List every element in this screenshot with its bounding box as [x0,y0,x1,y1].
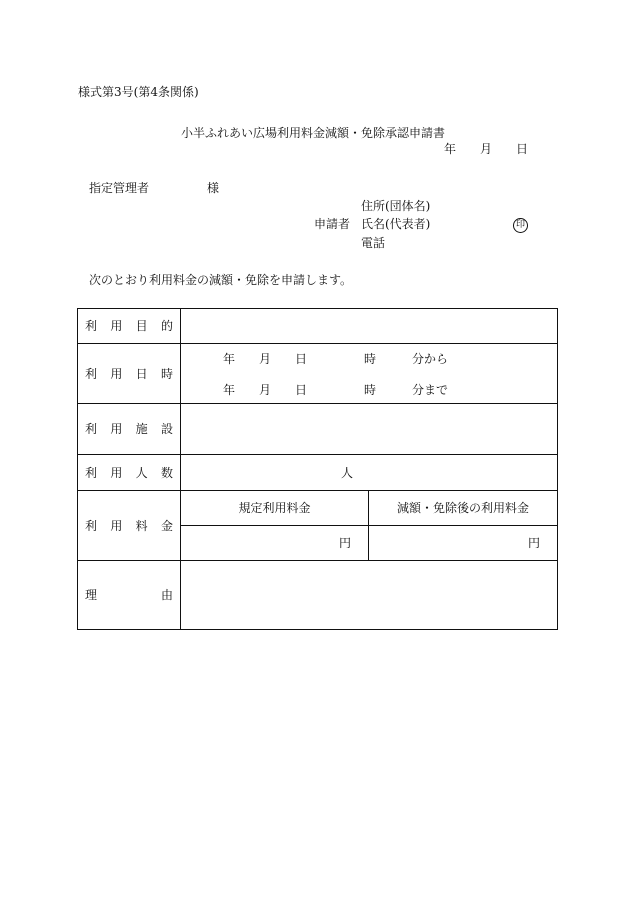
people-label-cell [78,455,181,491]
applicant-phone: 電話 [361,236,386,250]
seal-mark [513,217,528,233]
to-year: 年 [223,383,236,397]
purpose-label-char: 目 [135,319,148,333]
datetime-label-char: 利 [85,366,98,381]
fee-label-char: 金 [160,518,173,533]
reason-label-char: 由 [160,588,173,602]
reason-label-cell [78,561,181,630]
purpose-label-char: 的 [160,319,173,333]
people-label-char: 数 [160,465,173,480]
from-minute: 分から [412,352,449,366]
reason-label-char: 理 [85,588,98,602]
people-label-char: 人 [135,465,148,480]
facility-label [85,423,173,435]
applicant-address: 住所(団体名) [361,199,431,213]
datetime-label-char: 時 [160,366,173,381]
facility-label-char: 用 [110,422,123,436]
to-month: 月 [259,383,272,397]
purpose-label [85,320,173,332]
people-label-char: 用 [110,465,123,480]
intro-text: 次のとおり利用料金の減額・免除を申請します。 [89,273,353,287]
facility-label-char: 利 [85,422,98,436]
people-label-char: 利 [85,465,98,480]
row-datetime [78,344,558,404]
fee-label [85,520,173,532]
addressee-label: 指定管理者 [89,181,150,195]
people-value[interactable] [181,455,558,491]
reason-label [85,589,173,601]
fee-label-char: 用 [110,518,123,533]
fee-label-char: 料 [135,518,148,533]
application-table [77,308,558,630]
datetime-label-cell [78,344,181,404]
purpose-label-char: 用 [110,319,123,333]
row-reason [78,561,558,630]
fee-reduced-unit: 円 [527,536,540,550]
form-title: 小半ふれあい広場利用料金減額・免除承認申請書 [181,126,446,140]
facility-label-cell [78,404,181,455]
fee-reduced-header: 減額・免除後の利用料金 [369,491,558,526]
fee-standard-header: 規定利用料金 [181,491,369,526]
datetime-label [85,368,173,380]
applicant-name: 氏名(代表者) [361,217,431,231]
row-people [78,455,558,491]
facility-label-char: 施 [135,422,148,436]
from-hour: 時 [364,352,377,366]
date-year: 年 [444,142,457,156]
from-month: 月 [259,352,272,366]
purpose-label-cell [78,309,181,344]
fee-label-char: 利 [85,518,98,533]
applicant-label: 申請者 [314,217,351,231]
row-facility [78,404,558,455]
row-purpose [78,309,558,344]
from-year: 年 [223,352,236,366]
datetime-value[interactable] [181,344,558,404]
date-day: 日 [516,142,529,156]
reason-value[interactable] [181,561,558,630]
fee-reduced-value[interactable] [369,526,558,561]
to-day: 日 [295,383,308,397]
facility-label-char: 設 [160,422,173,436]
people-label [85,467,173,479]
date-month: 月 [480,142,493,156]
from-day: 日 [295,352,308,366]
row-fee-header [78,491,558,526]
people-unit: 人 [341,466,354,480]
seal-icon: 印 [513,218,528,233]
datetime-label-char: 日 [135,366,148,381]
addressee-honorific: 様 [207,181,220,195]
fee-standard-value[interactable] [181,526,369,561]
purpose-label-char: 利 [85,319,98,333]
fee-label-cell [78,491,181,561]
to-minute: 分まで [412,383,449,397]
datetime-label-char: 用 [110,366,123,381]
form-number: 様式第3号(第4条関係) [78,85,199,99]
facility-value[interactable] [181,404,558,455]
fee-standard-unit: 円 [338,536,351,550]
to-hour: 時 [364,383,377,397]
purpose-value[interactable] [181,309,558,344]
